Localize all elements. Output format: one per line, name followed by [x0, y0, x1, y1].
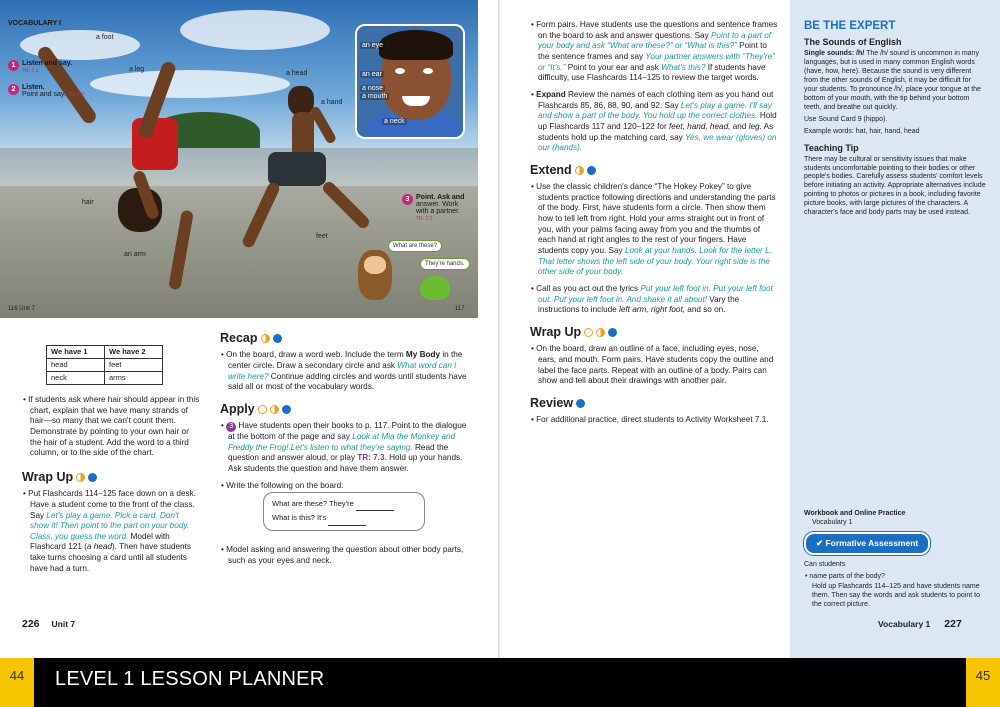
- label-foot: a foot: [96, 34, 114, 41]
- wrapup-text-right: • On the board, draw an outline of a face, including eyes, nose, ears, and mouth. Form pairs. Have students copy the outline and label the face parts. Repeat with an outline of a body. Pairs can show and tell about their drawings with another pair.: [530, 344, 778, 387]
- label-hair: hair: [82, 199, 94, 206]
- expand-text: • Expand Review the names of each clothing item as you hand out Flashcards 85, 86, 88, 90, and 92. Say Let's play a game. I'll say and show a part of the body. You hold up the correct clothes. Hold up Flashcards 117 and 120–122 for feet, hand, head, and leg. As students hold up the matching card, say Yes, we wear (gloves) on our (hands).: [530, 90, 778, 154]
- recap-heading: Recap: [220, 330, 470, 346]
- left-folio: 226 Unit 7: [22, 618, 76, 630]
- expert-sidebar: [790, 0, 1000, 658]
- label-ear: an ear: [362, 71, 382, 78]
- student-folio-right: 117: [455, 306, 465, 312]
- middle-column: [220, 330, 470, 573]
- bubble-question: What are these?: [388, 240, 442, 252]
- sounds-text: Single sounds: /h/ The /h/ sound is uncommon in many languages, but is used in many common English words (have, how, here). Because the sound is very different from the other sounds of English, it may be difficult for your students. To pronounce /h/, place your tongue at the bottom of your mouth, with the tip behind your bottom teeth, and breathe out quickly.: [804, 50, 981, 111]
- left-page: [0, 0, 500, 658]
- label-feet: feet: [316, 233, 328, 240]
- step-2: 2 Listen. Point and say. TR: 7.2: [8, 84, 84, 98]
- label-hand: a hand: [321, 99, 343, 106]
- label-nose: a nose: [362, 85, 384, 92]
- student-book-photo: [0, 0, 478, 318]
- sound-card: Use Sound Card 9 (hippo).: [804, 115, 888, 123]
- apply-model: • Model asking and answering the question about other body parts, such as your eyes and neck.: [220, 545, 470, 566]
- right-folio: Vocabulary 1 227: [878, 618, 962, 630]
- wrapup-text-left: • Put Flashcards 114–125 face down on a desk. Have a student come to the front of the class. Say Let's play a game. Pick a card. Don't show it! Then point to the part on your body. Class, you guess the word. Model with Flashcard 121 (a head). Then have students take turns choosing a card until all students have had a turn.: [22, 489, 200, 574]
- sidebar-title: BE THE EXPERT: [804, 20, 896, 32]
- apply-text: • 3 Have students open their books to p. 117. Point to the dialogue at the bottom of the page and say Look at Mia the Monkey and Freddy the Frog! Let's listen to what they're saying. Read the question and answer aloud, or play TR: 7.3. Hold up your hands. Ask students the question and have them answer.: [220, 421, 470, 475]
- label-arm: an arm: [124, 251, 146, 258]
- formative-assessment-badge: ✔ Formative Assessment: [804, 532, 930, 555]
- extend-text: • Use the classic children's dance “The Hokey Pokey” to give students practice following directions and understanding the parts of the body. First, have students form a circle. Then show them how to tell left from right. Hold your arms straight out in front of you, with your palms facing away from you and the thumbs of each hand at right angles to the rest of your fingers. Have students copy you. Say Look at your hands. Look for the letter L. That letter shows the left side of your body. Your right side is the other side of your body.: [530, 182, 778, 278]
- banner-left-number: 44: [0, 658, 34, 707]
- banner-right-number: 45: [966, 658, 1000, 707]
- right-column: [530, 20, 778, 432]
- hair-note: • If students ask where hair should appear in this chart, explain that we have many strands of hair—so many that we can't count them. Demonstrate by pointing to your own hair or the hair of a student. Add the word to a third column, or to the side of the chart.: [22, 395, 200, 459]
- extend-heading: Extend: [530, 162, 778, 178]
- recap-text: • On the board, draw a word web. Include the term My Body in the center circle. Draw a secondary circle and ask What word can I write here? Continue adding circles and words until students have said all or most of the vocabulary words.: [220, 350, 470, 393]
- apply-heading: Apply: [220, 401, 470, 417]
- wrapup-heading-right: Wrap Up: [530, 324, 778, 340]
- step-1: 1 Listen and say. TR: 7.1: [8, 60, 72, 74]
- wrapup-heading-left: Wrap Up: [22, 469, 200, 485]
- review-text: • For additional practice, direct students to Activity Worksheet 7.1.: [530, 415, 778, 426]
- label-head: a head: [286, 70, 308, 77]
- example-words: Example words: hat, hair, hand, head: [804, 127, 920, 135]
- extend-text-2: • Call as you act out the lyrics Put your left foot in. Put your left foot out. Put your left foot in. And shake it all about! Vary the instructions to include left arm, right foot, and so on.: [530, 284, 778, 316]
- workbook-block: Workbook and Online Practice Vocabulary 1 ✔ Formative Assessment Can students • name parts of the body? Hold up Flashcards 114–125 and have students name them. Then say the words and ask students to point to the correct picture.: [804, 510, 988, 613]
- label-eye: an eye: [362, 42, 384, 49]
- form-pairs-text: • Form pairs. Have students use the questions and sentence frames on the board to ask and answer questions. Say Point to a part of your body and ask “What are these?” or “What is this?” Point to the sentence frames and say Your partner answers with “They're” or “It's.” Point to your ear and ask What's this? If students have difficulty, use Flashcards 114–125 to review the target words.: [530, 20, 778, 84]
- review-heading: Review: [530, 395, 778, 411]
- student-folio-left: 116 Unit 7: [8, 306, 35, 312]
- monkey-illustration: [358, 250, 392, 300]
- frog-illustration: [420, 276, 450, 300]
- apply-write: • Write the following on the board:: [220, 481, 470, 492]
- left-column: [22, 345, 200, 580]
- tip-text: There may be cultural or sensitivity issues that make students uncomfortable pointing to their bodies or other people's bodies. Carefully assess students' comfort levels before initiating an activity. Appropriate alternatives include pointing to photos or pictures in a book, including favorite picture books, with large pictures of the characters. A character's face and body parts may be used instead.: [804, 155, 986, 217]
- banner-title: LEVEL 1 LESSON PLANNER: [55, 668, 325, 690]
- tip-heading: Teaching Tip: [804, 142, 859, 153]
- label-mouth: a mouth: [362, 93, 388, 100]
- dialog-box: What are these? They're What is this? It's: [263, 492, 425, 531]
- sounds-heading: The Sounds of English: [804, 37, 902, 47]
- have-table: We have 1 We have 2 head feet neck arms: [46, 345, 163, 385]
- label-neck: a neck: [384, 118, 405, 125]
- bubble-answer: They're hands.: [420, 258, 470, 270]
- step-3: 3 Point. Ask and answer. Work with a partner. TR: 7.3: [402, 194, 464, 222]
- section-tag: VOCABULARY I: [8, 20, 61, 27]
- lesson-planner-banner: [0, 658, 1000, 707]
- label-leg: a leg: [129, 66, 145, 73]
- right-page: [500, 0, 1000, 658]
